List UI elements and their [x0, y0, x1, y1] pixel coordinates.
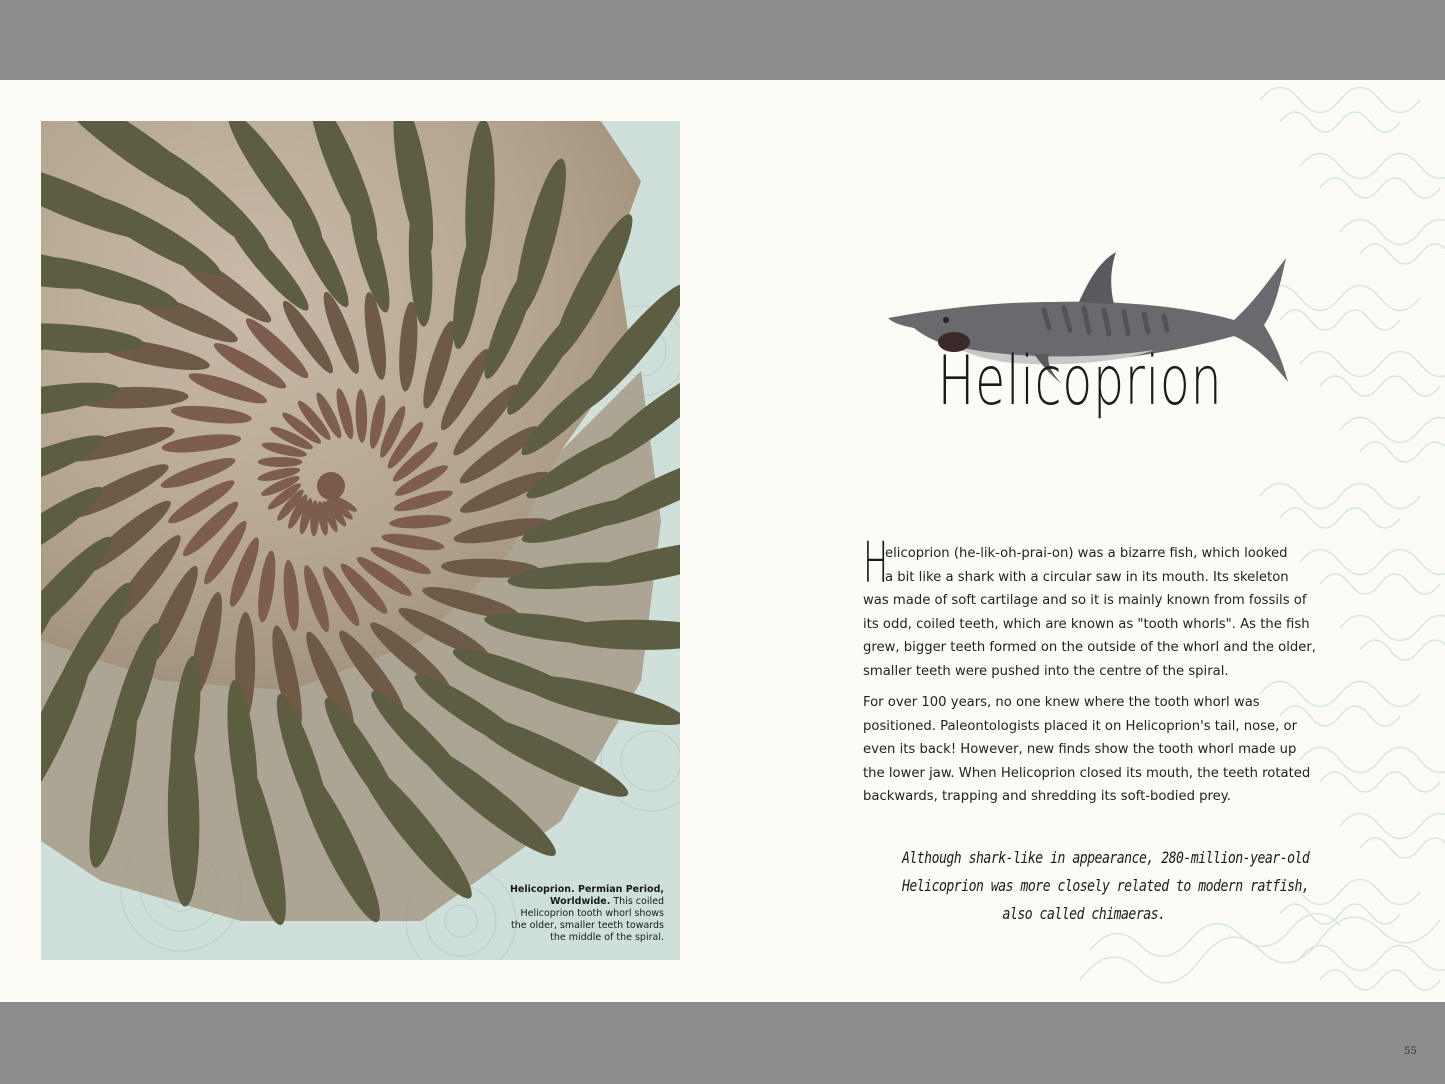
page-number: 55 [1404, 1046, 1417, 1057]
wave-line [1280, 112, 1400, 132]
p1-line: was made of soft cartilage and so it is mainly known from fossils of [863, 593, 1307, 608]
body-text [863, 531, 1316, 809]
p2-line: the lower jaw. When Helicoprion closed its mouth, the teeth rotated [863, 765, 1311, 781]
quote-line: Although shark-like in appearance, 280-million-year-old [901, 848, 1310, 867]
page-title: Helicoprion [937, 342, 1223, 421]
wave-line [1300, 550, 1445, 575]
p1-line: smaller teeth were pushed into the centre of the spiral. [863, 663, 1229, 679]
pull-quote [862, 844, 1310, 928]
wave-line [1340, 814, 1445, 839]
caption-bold: Helicoprion. Permian Period, Worldwide. [509, 884, 664, 907]
fossil-photo [41, 121, 680, 960]
caption-text: This coiled Helicoprion tooth whorl shows the older, smaller teeth towards the middle of the spiral. [511, 896, 664, 943]
photo-caption [504, 884, 664, 944]
wave-line [1340, 418, 1445, 443]
wave-line [1360, 838, 1445, 858]
wave-line [1300, 748, 1445, 773]
wave-line [1320, 574, 1440, 594]
p2-line: positioned. Paleontologists placed it on Helicoprion's tail, nose, or [863, 718, 1298, 734]
wave-line [1280, 310, 1400, 330]
wave-line [1260, 88, 1420, 113]
wave-line [1300, 946, 1445, 971]
wave-line [1320, 178, 1440, 198]
quote-line: also called chimaeras. [1002, 904, 1166, 923]
paragraph-1 [863, 531, 1316, 683]
wave-line [1280, 508, 1400, 528]
wave-line [1300, 154, 1445, 179]
wave-line [1320, 772, 1440, 792]
p1-line: its odd, coiled teeth, which are known as "tooth whorls". As the fish [863, 616, 1310, 632]
tooth-whorl-fossil-image [41, 121, 680, 960]
book-spread [0, 80, 1445, 1057]
wave-line [1340, 616, 1445, 641]
wave-line [1300, 352, 1445, 377]
drop-cap: H [863, 531, 889, 596]
wave-line [1360, 640, 1445, 660]
wave-line [1260, 484, 1420, 509]
p2-line: even its back! However, new finds show the tooth whorl made up [863, 742, 1297, 757]
quote-line: Helicoprion was more closely related to modern ratfish, [901, 876, 1310, 895]
wave-line [1360, 442, 1445, 462]
wave-line [1360, 244, 1445, 264]
paragraph-2 [863, 691, 1311, 809]
p1-line: grew, bigger teeth formed on the outside of the whorl and the older, [863, 640, 1316, 655]
wave-line [1320, 376, 1440, 396]
wave-line [1340, 220, 1445, 245]
p1-line: elicoprion (he-lik-oh-prai-on) was a bizarre fish, which looked [885, 546, 1288, 561]
p1-line: a bit like a shark with a circular saw in its mouth. Its skeleton [885, 569, 1289, 585]
wave-line [1320, 970, 1440, 990]
p2-line: For over 100 years, no one knew where the tooth whorl was [863, 695, 1260, 710]
p2-line: backwards, trapping and shredding its soft-bodied prey. [863, 789, 1231, 804]
